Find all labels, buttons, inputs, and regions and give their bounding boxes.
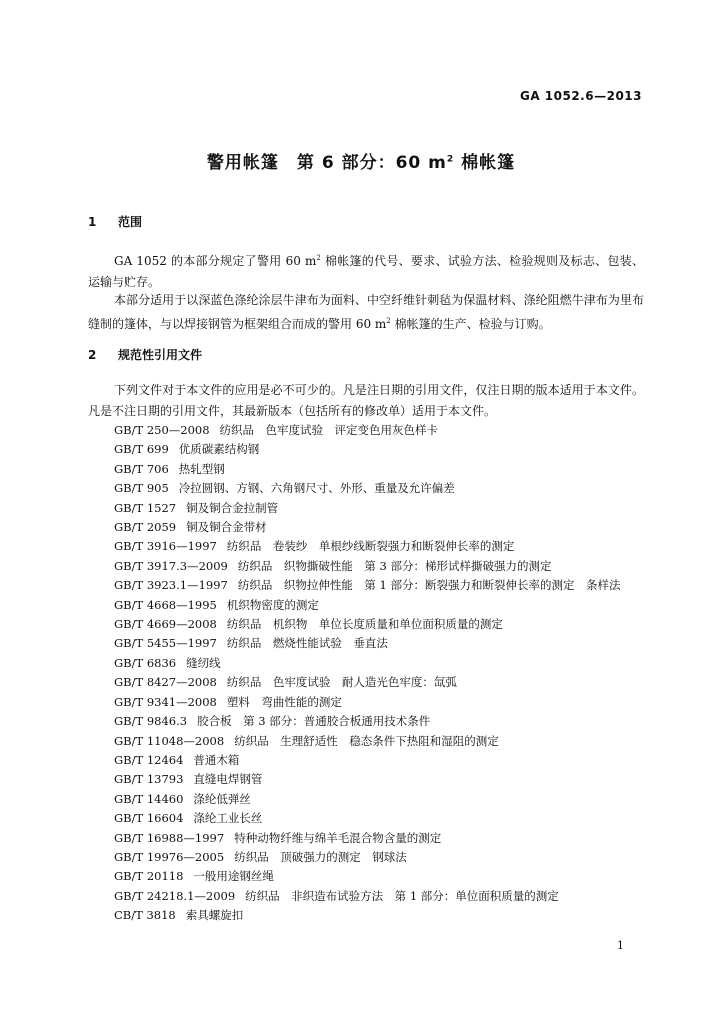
reference-title: 直缝电焊钢管 (193, 772, 263, 787)
reference-title: 涤纶低弹丝 (193, 791, 251, 806)
reference-code: GB/T 2059 (114, 520, 177, 535)
reference-list (88, 421, 644, 926)
reference-item (88, 790, 644, 809)
reference-code: GB/T 16988—1997 (114, 830, 225, 845)
section-1-heading (88, 213, 142, 230)
title-superscript: 2 (446, 154, 455, 165)
reference-title: 缝纫线 (186, 655, 221, 670)
reference-code: GB/T 1527 (114, 500, 177, 515)
reference-item (88, 829, 644, 848)
reference-item (88, 615, 644, 634)
reference-title: 纺织品 色牢度试验 评定变色用灰色样卡 (219, 423, 439, 437)
section-2-number: 2 (88, 348, 97, 362)
reference-title: 纺织品 色牢度试验 耐人造光色牢度：氙弧 (226, 675, 457, 690)
reference-code: GB/T 4669—2008 (114, 617, 217, 632)
scope-p2-sup: 2 (386, 317, 391, 325)
scope-p2-text-a: 本部分适用于以深蓝色涤纶涂层牛津布为面料、中空纤维针刺毡为保温材料、涤纶阻燃牛津布为里布缝制的篷体，与以焊接钢管为框架组合而成的警用 60 m (88, 293, 644, 331)
title-tail: 棉帐篷 (454, 153, 516, 173)
reference-item (88, 634, 644, 653)
page-number: 1 (617, 939, 624, 952)
reference-item (88, 557, 644, 576)
reference-item (88, 576, 644, 595)
reference-title: 纺织品 织物拉伸性能 第 1 部分：断裂强力和断裂伸长率的测定 条样法 (237, 578, 621, 593)
reference-title: 纺织品 非织造布试验方法 第 1 部分：单位面积质量的测定 (245, 888, 559, 903)
reference-code: GB/T 14460 (114, 791, 184, 806)
reference-title: 纺织品 燃烧性能试验 垂直法 (226, 636, 388, 651)
reference-code: GB/T 6836 (114, 655, 177, 670)
reference-title: 热轧型钢 (178, 461, 225, 476)
section-2-title: 规范性引用文件 (118, 348, 203, 362)
title-main: 警用帐篷 第 6 部分：60 m (206, 153, 447, 173)
reference-item (88, 421, 644, 440)
reference-item (88, 460, 644, 479)
reference-item (88, 751, 644, 770)
reference-code: GB/T 12464 (114, 752, 184, 767)
reference-item (88, 712, 644, 731)
reference-item (88, 537, 644, 556)
reference-code: GB/T 9846.3 (114, 714, 188, 729)
reference-title: 一般用途钢丝绳 (193, 869, 274, 884)
reference-item (88, 732, 644, 751)
reference-code: GB/T 5455—1997 (114, 636, 217, 651)
reference-code: GB/T 8427—2008 (114, 675, 217, 690)
reference-title: 普通木箱 (193, 752, 240, 767)
references-intro: 下列文件对于本文件的应用是必不可少的。凡是注日期的引用文件，仅注日期的版本适用于本文件。凡是不注日期的引用文件，其最新版本（包括所有的修改单）适用于本文件。 (88, 383, 644, 418)
reference-code: GB/T 11048—2008 (114, 733, 225, 748)
reference-code: GB/T 699 (114, 442, 169, 457)
reference-item (88, 867, 644, 886)
reference-code: GB/T 4668—1995 (114, 597, 217, 612)
scope-p1-text-a: GA 1052 的本部分规定了警用 60 m (114, 254, 317, 268)
reference-item (88, 887, 644, 906)
scope-p1-sup: 2 (316, 254, 321, 262)
scope-paragraph-1 (88, 248, 644, 293)
reference-item (88, 499, 644, 518)
scope-paragraph-2 (88, 290, 644, 335)
reference-title: 涤纶工业长丝 (193, 811, 263, 826)
reference-title: 胶合板 第 3 部分：普通胶合板通用技术条件 (197, 714, 431, 729)
reference-code: GB/T 3923.1—1997 (114, 578, 228, 593)
reference-title: 机织物密度的测定 (226, 597, 319, 612)
reference-item (88, 770, 644, 789)
reference-code: GB/T 20118 (114, 869, 184, 884)
reference-item (88, 518, 644, 537)
page-title (0, 148, 722, 173)
reference-title: 铜及铜合金拉制管 (186, 500, 279, 515)
reference-item (88, 673, 644, 692)
reference-item (88, 654, 644, 673)
reference-code: GB/T 16604 (114, 811, 184, 826)
reference-title: 索具螺旋扣 (185, 908, 244, 923)
section-2-heading (88, 346, 202, 363)
section-1-title: 范围 (118, 215, 143, 229)
reference-code: GB/T 706 (114, 461, 169, 476)
reference-item (88, 479, 644, 498)
reference-code: GB/T 250—2008 (114, 423, 210, 437)
scope-p1-text-b: 棉帐篷的代号、要求、试验方法、检验规则及标志、包装、运输与贮存。 (88, 254, 644, 289)
reference-code: GB/T 3917.3—2009 (114, 558, 228, 573)
reference-title: 铜及铜合金带材 (186, 520, 267, 535)
section-1-number: 1 (88, 215, 97, 229)
reference-title: 纺织品 卷装纱 单根纱线断裂强力和断裂伸长率的测定 (226, 539, 515, 554)
reference-code: GB/T 905 (114, 481, 169, 496)
reference-item (88, 596, 644, 615)
reference-title: 特种动物纤维与绵羊毛混合物含量的测定 (234, 830, 442, 845)
reference-item (88, 440, 644, 459)
reference-item (88, 809, 644, 828)
reference-code: GB/T 9341—2008 (114, 694, 217, 709)
reference-title: 优质碳素结构钢 (178, 442, 260, 457)
reference-item (88, 906, 644, 925)
reference-code: GB/T 24218.1—2009 (114, 888, 236, 903)
reference-title: 纺织品 织物撕破性能 第 3 部分：梯形试样撕破强力的测定 (237, 558, 552, 573)
reference-title: 塑料 弯曲性能的测定 (226, 694, 342, 709)
reference-code: GB/T 19976—2005 (114, 849, 225, 864)
reference-title: 冷拉圆钢、方钢、六角钢尺寸、外形、重量及允许偏差 (178, 481, 455, 496)
reference-item (88, 848, 644, 867)
reference-title: 纺织品 顶破强力的测定 钢球法 (234, 849, 407, 864)
reference-code: CB/T 3818 (114, 908, 176, 923)
reference-item (88, 693, 644, 712)
reference-title: 纺织品 机织物 单位长度质量和单位面积质量的测定 (226, 617, 503, 632)
scope-p2-text-b: 棉帐篷的生产、检验与订购。 (390, 317, 551, 331)
reference-code: GB/T 13793 (114, 772, 184, 787)
document-code: GA 1052.6—2013 (519, 89, 642, 103)
reference-code: GB/T 3916—1997 (114, 539, 217, 554)
reference-title: 纺织品 生理舒适性 稳态条件下热阻和湿阻的测定 (234, 733, 499, 748)
